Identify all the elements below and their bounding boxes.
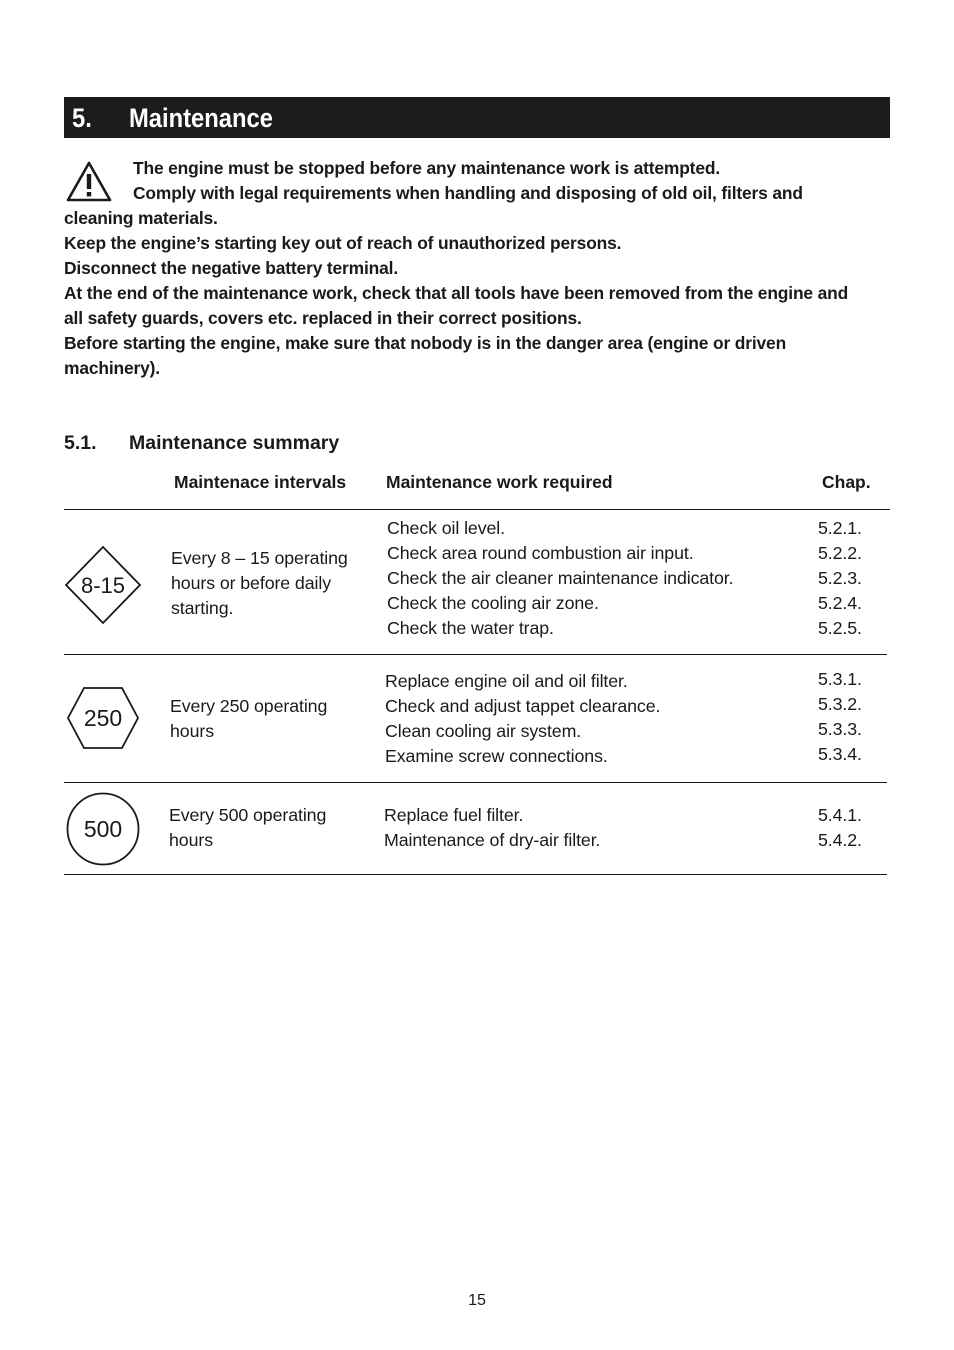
subsection-title: Maintenance summary [129, 432, 340, 454]
table-row-interval: Every 500 operating hours [169, 805, 327, 850]
warning-line: At the end of the maintenance work, check that all tools have been removed from the engine and [64, 283, 849, 303]
interval-badge-8-15 [64, 545, 142, 625]
section-title: Maintenance [129, 103, 273, 133]
warning-line: machinery). [64, 358, 160, 378]
page-number: 15 [468, 1292, 486, 1309]
badge-label: 250 [83, 705, 123, 731]
header-intervals: Maintenace intervals [174, 472, 347, 492]
warning-line: Comply with legal requirements when handling and disposing of old oil, filters and [133, 183, 803, 203]
table-row-work: Check oil level. Check area round combustion air input. Check the air cleaner maintenance indicator. Check the cooling air zone. Check the water trap. [387, 518, 734, 638]
warning-line: Disconnect the negative battery terminal. [64, 258, 399, 278]
badge-label: 8-15 [80, 573, 126, 598]
table-row-chap: 5.3.1. 5.3.2. 5.3.3. 5.3.4. [818, 669, 862, 764]
subsection-number: 5.1. [64, 432, 97, 454]
interval-badge-500 [65, 791, 141, 867]
table-row-chap: 5.4.1. 5.4.2. [818, 805, 862, 850]
table-rule [64, 654, 887, 655]
table-rule-top [64, 509, 890, 510]
header-work: Maintenance work required [386, 472, 613, 492]
table-row-work: Replace engine oil and oil filter. Check and adjust tappet clearance. Clean cooling air system. Examine screw connections. [385, 671, 661, 766]
table-rule [64, 782, 887, 783]
warning-line: all safety guards, covers etc. replaced in their correct positions. [64, 308, 582, 328]
table-row-chap: 5.2.1. 5.2.2. 5.2.3. 5.2.4. 5.2.5. [818, 518, 862, 638]
table-row-interval: Every 250 operating hours [170, 696, 328, 741]
warning-text [64, 156, 894, 381]
header-chap: Chap. [822, 472, 871, 492]
interval-badge-250 [66, 686, 140, 750]
warning-line: Keep the engine’s starting key out of reach of unauthorized persons. [64, 233, 622, 253]
warning-line: cleaning materials. [64, 208, 218, 228]
section-header-bar [64, 97, 890, 138]
table-rule-bottom [64, 874, 887, 875]
warning-line: The engine must be stopped before any maintenance work is attempted. [133, 158, 721, 178]
badge-label: 500 [83, 816, 123, 842]
table-row-work: Replace fuel filter. Maintenance of dry-air filter. [384, 805, 601, 850]
section-number: 5. [72, 103, 92, 133]
table-row-interval: Every 8 – 15 operating hours or before daily starting. [171, 548, 348, 618]
warning-line: Before starting the engine, make sure that nobody is in the danger area (engine or driven [64, 333, 787, 353]
